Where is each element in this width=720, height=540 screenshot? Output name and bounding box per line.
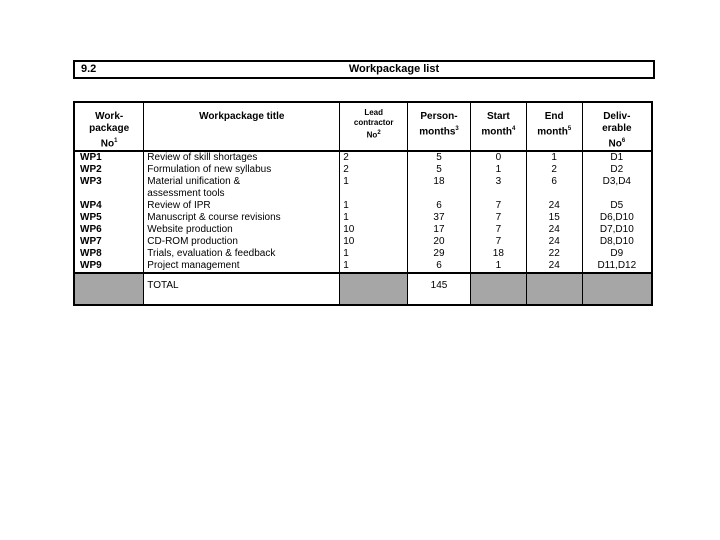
end-month: 1 <box>526 151 582 164</box>
lead-contractor: 1 <box>340 176 408 200</box>
total-grey-cell <box>470 273 526 305</box>
wp-title: Review of IPR <box>144 200 340 212</box>
table-row <box>74 260 652 273</box>
wp-title: Website production <box>144 224 340 236</box>
header-end-month: End month$^5$ <box>526 102 582 151</box>
person-months: 6 <box>408 200 471 212</box>
table-row <box>74 236 652 248</box>
total-grey-cell <box>582 273 652 305</box>
end-month: 15 <box>526 212 582 224</box>
deliverable-no: D6,D10 <box>582 212 652 224</box>
person-months: 17 <box>408 224 471 236</box>
header-person-months: Person- months$^3$ <box>408 102 471 151</box>
start-month: 7 <box>470 224 526 236</box>
header-start-month: Start month$^4$ <box>470 102 526 151</box>
lead-contractor: 10 <box>340 224 408 236</box>
wp-number: WP1 <box>74 151 144 164</box>
end-month: 6 <box>526 176 582 200</box>
deliverable-no: D8,D10 <box>582 236 652 248</box>
wp-number: WP2 <box>74 164 144 176</box>
deliverable-no: D3,D4 <box>582 176 652 200</box>
deliverable-no: D11,D12 <box>582 260 652 273</box>
deliverable-no: D7,D10 <box>582 224 652 236</box>
wp-title: Manuscript & course revisions <box>144 212 340 224</box>
person-months: 18 <box>408 176 471 200</box>
total-label: TOTAL <box>144 273 340 305</box>
lead-contractor: 1 <box>340 200 408 212</box>
deliverable-no: D5 <box>582 200 652 212</box>
start-month: 7 <box>470 212 526 224</box>
deliverable-no: D2 <box>582 164 652 176</box>
workpackage-table <box>73 101 653 306</box>
end-month: 24 <box>526 260 582 273</box>
wp-title: Formulation of new syllabus <box>144 164 340 176</box>
wp-number: WP9 <box>74 260 144 273</box>
lead-contractor: 10 <box>340 236 408 248</box>
lead-contractor: 2 <box>340 151 408 164</box>
wp-title: Trials, evaluation & feedback <box>144 248 340 260</box>
wp-title: Project management <box>144 260 340 273</box>
table-row <box>74 164 652 176</box>
total-grey-cell <box>74 273 144 305</box>
section-title-bar <box>73 60 655 79</box>
end-month: 22 <box>526 248 582 260</box>
wp-number: WP7 <box>74 236 144 248</box>
person-months: 5 <box>408 151 471 164</box>
header-wp-no: Work- package No$^1$ <box>74 102 144 151</box>
end-month: 24 <box>526 236 582 248</box>
start-month: 1 <box>470 260 526 273</box>
lead-contractor: 1 <box>340 260 408 273</box>
header-title: Workpackage title <box>144 102 340 151</box>
total-row <box>74 273 652 305</box>
section-title: Workpackage list <box>348 63 440 75</box>
wp-number: WP3 <box>74 176 144 200</box>
wp-number: WP6 <box>74 224 144 236</box>
wp-number: WP4 <box>74 200 144 212</box>
start-month: 3 <box>470 176 526 200</box>
lead-contractor: 2 <box>340 164 408 176</box>
start-month: 0 <box>470 151 526 164</box>
section-number: 9.2 <box>81 63 97 75</box>
person-months: 6 <box>408 260 471 273</box>
lead-contractor: 1 <box>340 248 408 260</box>
lead-contractor: 1 <box>340 212 408 224</box>
person-months: 5 <box>408 164 471 176</box>
wp-number: WP5 <box>74 212 144 224</box>
deliverable-no: D1 <box>582 151 652 164</box>
start-month: 1 <box>470 164 526 176</box>
deliverable-no: D9 <box>582 248 652 260</box>
table-row <box>74 212 652 224</box>
table-row <box>74 151 652 164</box>
header-lead-contractor: Lead contractor No$^2$ <box>340 102 408 151</box>
person-months: 20 <box>408 236 471 248</box>
person-months: 37 <box>408 212 471 224</box>
wp-number: WP8 <box>74 248 144 260</box>
table-row <box>74 248 652 260</box>
table-row <box>74 176 652 200</box>
end-month: 2 <box>526 164 582 176</box>
person-months: 29 <box>408 248 471 260</box>
start-month: 7 <box>470 236 526 248</box>
total-grey-cell <box>526 273 582 305</box>
table-row <box>74 200 652 212</box>
table-row <box>74 224 652 236</box>
total-person-months: 145 <box>408 273 471 305</box>
table-header-row <box>74 102 652 151</box>
end-month: 24 <box>526 224 582 236</box>
total-grey-cell <box>340 273 408 305</box>
wp-title: CD-ROM production <box>144 236 340 248</box>
wp-title: Review of skill shortages <box>144 151 340 164</box>
header-deliverable-no: Deliv- erable No$^6$ <box>582 102 652 151</box>
wp-title: Material unification & assessment tools <box>144 176 340 200</box>
end-month: 24 <box>526 200 582 212</box>
start-month: 7 <box>470 200 526 212</box>
start-month: 18 <box>470 248 526 260</box>
